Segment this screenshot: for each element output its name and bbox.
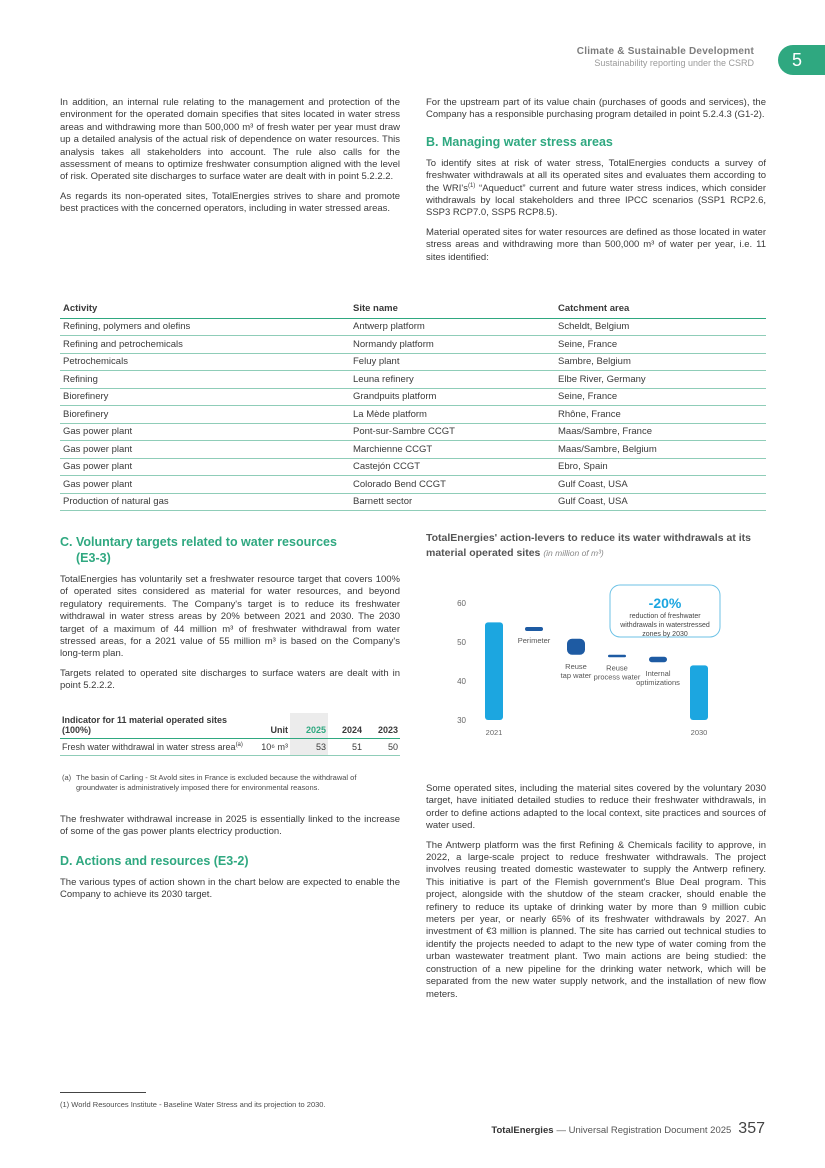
section-heading-d: D. Actions and resources (E3-2) (60, 853, 249, 868)
activity-cell: Gas power plant (60, 458, 350, 476)
catchment-cell: Maas/Sambre, France (555, 423, 766, 441)
y-tick-label: 60 (457, 598, 466, 608)
column-header: Activity (60, 300, 350, 318)
x-category-label: 2030 (690, 728, 708, 737)
annotation-box (610, 585, 720, 637)
annotation-value: -20% (648, 595, 682, 611)
column-header: Unit (245, 713, 290, 739)
footnote-ref: (a) (235, 742, 243, 748)
page-number: 357 (738, 1120, 765, 1137)
heading-line: C. Voluntary targets related to water resources (60, 535, 337, 549)
bar-2030 (690, 665, 708, 720)
heading-line: (E3-3) (76, 551, 111, 565)
y-tick-label: 50 (457, 637, 466, 647)
table-row (60, 336, 766, 354)
activity-cell: Refining, polymers and olefins (60, 318, 350, 336)
bar-2021 (485, 622, 503, 720)
footnote-rule (60, 1092, 146, 1093)
water-withdrawal-chart (426, 578, 771, 743)
unit-cell: 10⁶ m³ (245, 739, 290, 756)
table-row (60, 476, 766, 494)
bar-reuse-tap-water (567, 639, 585, 655)
catchment-cell: Sambre, Belgium (555, 353, 766, 371)
catchment-cell: Scheldt, Belgium (555, 318, 766, 336)
paragraph: TotalEnergies has voluntarily set a freshwater resource target that covers 100% of operated sites considered as material for water resources, and beyond regulatory requirements. The Company's target is to reduce its freshwater withdrawal in water stress areas by 20% between 2021 and 2030. The 2030 target of a maximum of 44 million m³ of freshwater withdrawal from water stressed areas, for a 2021 value of 55 million m³ is based on the Company's long-term plan. (60, 574, 400, 660)
catchment-cell: Maas/Sambre, Belgium (555, 441, 766, 459)
table-header-row (60, 300, 766, 318)
lever-label: tap water (560, 670, 592, 680)
site-name-cell: Castejón CCGT (350, 458, 555, 476)
activity-cell: Refining and petrochemicals (60, 336, 350, 354)
paragraph: Targets related to operated site discharges to surface waters are dealt with in point 5.2.2.2. (60, 667, 400, 692)
paragraph (426, 158, 766, 220)
activity-cell: Petrochemicals (60, 353, 350, 371)
x-category-label: 2021 (485, 728, 503, 737)
page-footer (491, 1120, 765, 1138)
activity-cell: Gas power plant (60, 423, 350, 441)
right-column-bottom (426, 783, 766, 1008)
value-cell: 53 (290, 739, 328, 756)
column-header: Site name (350, 300, 555, 318)
bar-internal-optimizations (649, 657, 667, 662)
table-row (60, 458, 766, 476)
left-column-bottom (60, 814, 400, 909)
column-header: 2025 (290, 713, 328, 739)
indicator-table (60, 713, 400, 756)
activity-cell: Biorefinery (60, 406, 350, 424)
site-name-cell: Grandpuits platform (350, 388, 555, 406)
site-name-cell: Pont-sur-Sambre CCGT (350, 423, 555, 441)
table-row (60, 739, 400, 756)
annotation-text: reduction of freshwater (629, 613, 701, 620)
footer-document: — Universal Registration Document 2025 (556, 1125, 732, 1136)
chapter-badge: 5 (778, 45, 825, 75)
note-text: The basin of Carling - St Avold sites in France is excluded because the withdrawal of groundwater is administratively imposed there for environmental reasons. (76, 773, 357, 792)
site-name-cell: Normandy platform (350, 336, 555, 354)
column-header: 2024 (328, 713, 364, 739)
material-sites-table (60, 300, 766, 511)
table-row (60, 353, 766, 371)
bar-reuse-process-water (608, 655, 626, 658)
paragraph: In addition, an internal rule relating to the management and protection of the environment for the operated domain specifies that sites located in water stress areas and withdrawing more than 500,000 m³ of fresh water per year must draw up a detailed analysis of the actual risk of dependence on water resources. This analysis takes all stakeholders into account. The rule also calls for the assessment of means to optimize freshwater consumption aligned with the level of risk. Operated site discharges to surface water are dealt with in point 5.2.2.2. (60, 97, 400, 183)
paragraph: The Antwerp platform was the first Refining & Chemicals facility to approve, in 2022, a large-scale project to reduce freshwater withdrawals. The project involves reusing treated domestic wastewater to supply the Antwerp refinery. This initiative is part of the Flemish government's Blue Deal program. This project, alongside with the shutdow of the steam cracker, should enable the refinery to reduce its uptake of drinking water by more than 9 million cubic meters per year, or nearly 65% of its freshwater withdrawals by 2027. An investment of €3 million is planned. The site has carried out technical studies to identify the projects needed to adapt to the new type of water coming from the urban wastewater treatment plant. Two main actions are being studied: the construction of a new pipeline for the drinking water network, which will be separated from the new water supply network, and the installation of new flow meters. (426, 839, 766, 1000)
text-span: Fresh water withdrawal in water stress area (62, 742, 236, 752)
table-row (60, 441, 766, 459)
lever-label: process water (593, 672, 641, 682)
note-marker: (a) (62, 773, 72, 782)
column-header: Indicator for 11 material operated sites (100%) (60, 713, 245, 739)
lever-label: Reuse (606, 663, 628, 673)
activity-cell: Gas power plant (60, 441, 350, 459)
header-subtitle: Sustainability reporting under the CSRD (594, 58, 754, 68)
value-cell: 51 (328, 739, 364, 756)
catchment-cell: Rhône, France (555, 406, 766, 424)
y-tick-label: 30 (457, 716, 466, 725)
table-row (60, 423, 766, 441)
activity-cell: Production of natural gas (60, 493, 350, 511)
table-row (60, 406, 766, 424)
site-name-cell: La Mède platform (350, 406, 555, 424)
right-column-top (426, 97, 766, 271)
annotation-text: zones by 2030 (642, 631, 688, 638)
site-name-cell: Colorado Bend CCGT (350, 476, 555, 494)
y-tick-label: 40 (457, 676, 466, 686)
activity-cell: Gas power plant (60, 476, 350, 494)
lever-label: Internal (645, 669, 671, 679)
value-cell: 50 (364, 739, 400, 756)
footnote: (1) World Resources Institute - Baseline Water Stress and its projection to 2030. (60, 1100, 326, 1109)
table-row (60, 371, 766, 389)
paragraph: As regards its non-operated sites, TotalEnergies strives to share and promote best practices with the concerned operators, including in water stressed areas. (60, 190, 400, 215)
paragraph: The freshwater withdrawal increase in 2025 is essentially linked to the increase of some of the gas power plants electricy production. (60, 814, 400, 838)
catchment-cell: Ebro, Spain (555, 458, 766, 476)
annotation-text: withdrawals in waterstressed (620, 622, 710, 629)
table-header-row (60, 713, 400, 739)
header-title: Climate & Sustainable Development (576, 46, 754, 57)
site-name-cell: Leuna refinery (350, 371, 555, 389)
paragraph: Material operated sites for water resources are defined as those located in water stress areas and withdrawing more than 500,000 m³ of water per year, i.e. 11 sites identified: (426, 226, 766, 263)
lever-label: Reuse (565, 661, 587, 671)
table-row (60, 388, 766, 406)
bar-perimeter (525, 627, 543, 631)
chart-title-text: TotalEnergies' action-levers to reduce its water withdrawals at its material operated sites (426, 532, 751, 559)
row-label (60, 739, 245, 756)
table-row (60, 318, 766, 336)
lever-label: Perimeter (517, 635, 551, 645)
footnote-ref: (1) (467, 182, 476, 189)
activity-cell: Refining (60, 371, 350, 389)
table-row (60, 493, 766, 511)
table-body (60, 318, 766, 511)
text-span: “Aqueduct” current and future water stress indices, which consider withdrawals by local stakeholders and three IPCC scenarios (SSP1 RCP2.6, SSP3 RCP7.0, SSP5 RCP8.5). (426, 182, 766, 219)
column-header: Catchment area (555, 300, 766, 318)
catchment-cell: Elbe River, Germany (555, 371, 766, 389)
site-name-cell: Feluy plant (350, 353, 555, 371)
catchment-cell: Gulf Coast, USA (555, 476, 766, 494)
text-span: To identify sites at risk of water stress, TotalEnergies conducts a survey of freshwater withdrawals at all its operated sites and evaluates them according to the WRI's (426, 157, 766, 194)
catchment-cell: Seine, France (555, 388, 766, 406)
section-heading-b: B. Managing water stress areas (426, 134, 613, 149)
left-column-top (60, 97, 400, 223)
paragraph: The various types of action shown in the chart below are expected to enable the Company to achieve its 2030 target. (60, 876, 400, 901)
section-c (60, 534, 400, 700)
chart-title (426, 531, 771, 560)
paragraph: Some operated sites, including the material sites covered by the voluntary 2030 target, have initiated detailed studies to reduce their freshwater withdrawals, in order to define actions adapted to the local context, site practices and sources of water used. (426, 783, 766, 832)
site-name-cell: Barnett sector (350, 493, 555, 511)
site-name-cell: Antwerp platform (350, 318, 555, 336)
running-header (577, 46, 754, 68)
column-header: 2023 (364, 713, 400, 739)
lever-label: optimizations (636, 678, 680, 688)
site-name-cell: Marchienne CCGT (350, 441, 555, 459)
chart-unit: (in million of m³) (543, 547, 604, 558)
section-heading-c (60, 534, 400, 566)
activity-cell: Biorefinery (60, 388, 350, 406)
table-note (62, 773, 400, 792)
paragraph: For the upstream part of its value chain (purchases of goods and services), the Company has a responsible purchasing program detailed in point 5.2.4.3 (G1-2). (426, 97, 766, 121)
catchment-cell: Gulf Coast, USA (555, 493, 766, 511)
footer-brand: TotalEnergies (491, 1125, 554, 1136)
catchment-cell: Seine, France (555, 336, 766, 354)
